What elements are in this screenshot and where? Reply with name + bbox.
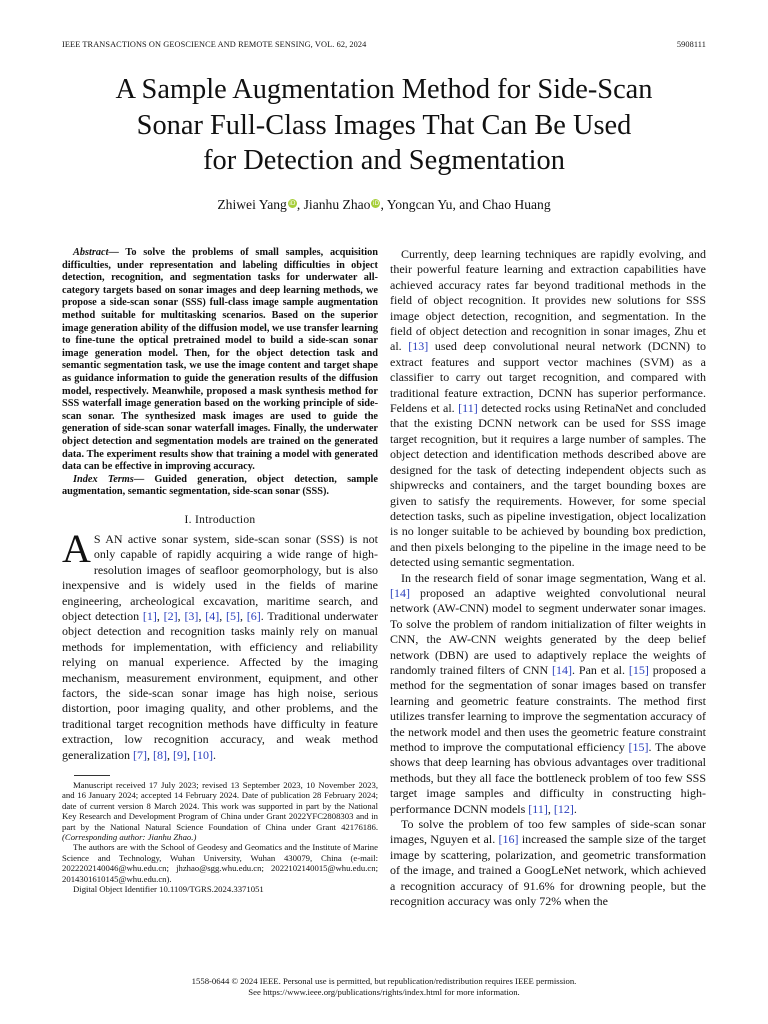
doi-note: Digital Object Identifier 10.1109/TGRS.2024.3371051: [73, 884, 264, 895]
footnotes: [62, 780, 378, 894]
citation-link[interactable]: [3]: [184, 608, 199, 623]
citation-link[interactable]: [8]: [152, 747, 167, 762]
citation-link[interactable]: [15]: [628, 662, 649, 677]
paper-title: [40, 72, 728, 179]
other-authors: , Yongcan Yu, and Chao Huang: [380, 197, 551, 212]
manuscript-note: Manuscript received 17 July 2023; revised 13 September 2023, 10 November 2023, and 16 January 2024; accepted 14 February 2024. Date of publication 28 February 2024; date of current version 8 March 2024. This work was supported in part by the National Key Research and Development Program of China under Grant 2022YFC2808303 and in part by the National Natural Science Foundation of China under Grant 42176186. (Corresponding author: Jianhu Zhao.): [62, 779, 378, 842]
author-list: [0, 197, 768, 213]
author-2: , Jianhu Zhao: [296, 197, 371, 212]
running-header: [62, 40, 706, 52]
abstract-text: To solve the problems of small samples, acquisition difficulties, under representation and labeling difficulties in object detection, recognition, and segmentation tasks for underwater all-category targets based on sonar images and deep learning methods, we propose a side-scan sonar (SSS) full-class image sample augmentation method suitable for multitasking scenarios. Based on the superior image generation ability of the diffusion model, we use transfer learning to fine-tune the optical pretrained model to build a side-scan sonar image generation model. Then, for the object detection task and semantic segmentation task, we use the image content and target shape as guidance information to guide the generation results of the diffusion model, respectively. Meanwhile, proposed a mask synthesis method for SSS waterfall image generation based on the working principle of side-scan sonar. The synthesized mask images are used to guide the generation of side-scan sonar waterfall images. Finally, the underwater object detection and segmentation models are trained on the generated data. The experiment results show that training a model with generated data can be effective in improving accuracy.: [62, 247, 379, 473]
citation-link[interactable]: [13]: [408, 339, 429, 354]
corresponding-author: (Corresponding author: Jianhu Zhao.): [62, 832, 197, 842]
paragraph-sample-size: To solve the problem of too few samples of side-scan sonar images, Nguyen et al. [16] increased the sample size of the target image by scattering, polarization, and geometric transformation of the image, and trained a GoogLeNet network, which achieved a recognition accuracy of 91.6% for drowning people, but the recognition accuracy was only 72% when the: [390, 817, 706, 909]
citation-link[interactable]: [2]: [163, 608, 178, 623]
orcid-icon[interactable]: iD: [372, 200, 380, 207]
author-1: Zhiwei Yang: [217, 197, 287, 212]
citation-link[interactable]: [14]: [390, 585, 410, 600]
citation-link[interactable]: [4]: [205, 608, 220, 623]
right-column: [390, 247, 706, 909]
citation-link[interactable]: [15]: [628, 740, 649, 754]
title-line-2: Sonar Full-Class Images That Can Be Used: [136, 109, 632, 141]
orcid-icon[interactable]: iD: [289, 200, 296, 207]
citation-link[interactable]: [11]: [528, 801, 548, 816]
citation-link[interactable]: [6]: [246, 608, 261, 623]
copyright-footer: [0, 976, 768, 998]
citation-link[interactable]: [1]: [142, 608, 157, 623]
rights-line: See https://www.ieee.org/publications/rights/index.html for more information.: [248, 987, 520, 997]
abstract-label: Abstract: [73, 247, 109, 258]
citation-link[interactable]: [11]: [458, 401, 478, 416]
affiliation-note: The authors are with the School of Geodesy and Geomatics and the Institute of Marine Science and Technology, Wuhan University, Wuhan 430079, China (e-mail: 2022202140046@whu.edu.cn; jhzhao@sgg.whu.edu.cn; 2022102140015@whu.edu.cn; 2014301610145@whu.edu.cn).: [62, 842, 378, 884]
citation-link[interactable]: [9]: [172, 747, 187, 762]
drop-cap: A: [62, 525, 91, 571]
title-line-1: A Sample Augmentation Method for Side-Scan: [115, 74, 653, 105]
index-terms-text: Guided generation, object detection, sample augmentation, semantic segmentation, side-scan sonar (SSS).: [62, 473, 378, 498]
citation-link[interactable]: [7]: [132, 747, 147, 762]
citation-link[interactable]: [5]: [226, 608, 240, 623]
index-terms-label: Index Terms: [73, 473, 134, 485]
left-column: [62, 247, 378, 894]
page-number: 5908111: [676, 40, 706, 49]
citation-link[interactable]: [12]: [553, 801, 574, 816]
citation-link[interactable]: [14]: [552, 662, 573, 677]
title-line-3: for Detection and Segmentation: [203, 145, 565, 176]
abstract: Abstract— To solve the problems of small samples, acquisition difficulties, under representation and labeling difficulties in object detection, recognition, and segmentation tasks for underwater all-category targets based on sonar images and deep learning methods, we propose a side-scan sonar (SSS) full-class image sample augmentation method suitable for multitasking scenarios. Based on the superior image generation ability of the diffusion model, we use transfer learning to fine-tune the optical pretrained model to build a side-scan sonar image generation model. Then, for the object detection task and semantic segmentation task, we use the image content and target shape as guidance information to guide the generation results of the diffusion model, respectively. Meanwhile, proposed a mask synthesis method for SSS waterfall image generation based on the working principle of side-scan sonar. The synthesized mask images are used to guide the generation of side-scan sonar waterfall images. Finally, the underwater object detection and segmentation models are trained on the generated data. The experiment results show that training a model with generated data can be effective in improving accuracy. Index Terms— Guided generation, object detection, sample augmentation, semantic segmentation, side-scan sonar (SSS).: [62, 247, 379, 498]
journal-name: IEEE TRANSACTIONS ON GEOSCIENCE AND REMOTE SENSING, VOL. 62, 2024: [62, 40, 367, 49]
footnote-rule: [74, 775, 110, 776]
paragraph-deep-learning: Currently, deep learning techniques are rapidly evolving, and their powerful feature learning and extraction capabilities have achieved accuracy rates far beyond traditional methods in the field of object recognition. It provides new solutions for SSS image object detection, recognition, and segmentation. In the field of object detection and recognition in sonar images, Zhu et al. [13] used deep convolutional neural network (DCNN) to extract features and support vector machines (SVM) as a classifier to carry out target recognition, and compared with traditional feature extraction, DCNN has superior performance. Feldens et al. [11] detected rocks using RetinaNet and concluded that the existing DCNN network can be used for SSS image target recognition, but it requires a large number of samples. The object detection and identification methods described above are designed for the task of detecting independent objects such as shipwrecks and containers, and the target bounding boxes are given to satisfy the requirements. However, for some special detection tasks, such as pipeline investigation, object localization is no longer suitable to be achieved by bounding box prediction, and then pixels belonging to the pipeline in the image need to be detected using semantic segmentation.: [390, 247, 706, 570]
paragraph-segmentation: In the research field of sonar image segmentation, Wang et al. [14] proposed an adaptive weighted convolutional neural network (AW-CNN) model to segment underwater sonar images. To solve the problem of random initialization of filter weights in CNN, the AW-CNN weights generated by the deep belief network (DBN) are used to adaptively replace the weights of randomly trained filters of CNN [14]. Pan et al. [15] proposed a method for the segmentation of sonar images based on transfer learning and geometric feature constraints. The method first utilizes transfer learning to improve the segmentation accuracy of the network model and then uses the geometric feature constraint method to improve the computational efficiency [15]. The above shows that deep learning has obvious advantages over traditional methods, but they all face the bottleneck problem of too few SSS target image samples and difficulty in constructing high-performance DCNN models [11], [12].: [390, 570, 707, 816]
citation-link[interactable]: [10]: [192, 747, 213, 762]
citation-link[interactable]: [16]: [498, 832, 519, 847]
introduction-paragraph: A S AN active sonar system, side-scan sonar (SSS) is not only capable of rapidly acquiring a wide range of high-resolution images of seafloor geomorphology, but is also inexpensive and is widely used in the fields of marine engineering, archeological excavation, maritime search, and object detection [1], [2], [3], [4], [5], [6]. Traditional underwater object detection and recognition tasks mainly rely on manual methods for implementation, with efficiency and reliability relying on manual experience. Affected by the imaging mechanism, measurement environment, equipment, and other factors, the side-scan sonar image has high noise, serious distortion, poor imaging quality, and other problems, and the traditional target recognition methods have difficulty in feature extraction, low recognition accuracy, and weak method generalization [7], [8], [9], [10].: [62, 525, 378, 762]
section-heading-introduction: I. Introduction: [184, 513, 256, 526]
copyright-line: 1558-0644 © 2024 IEEE. Personal use is permitted, but republication/redistribution requires IEEE permission.: [191, 976, 577, 986]
